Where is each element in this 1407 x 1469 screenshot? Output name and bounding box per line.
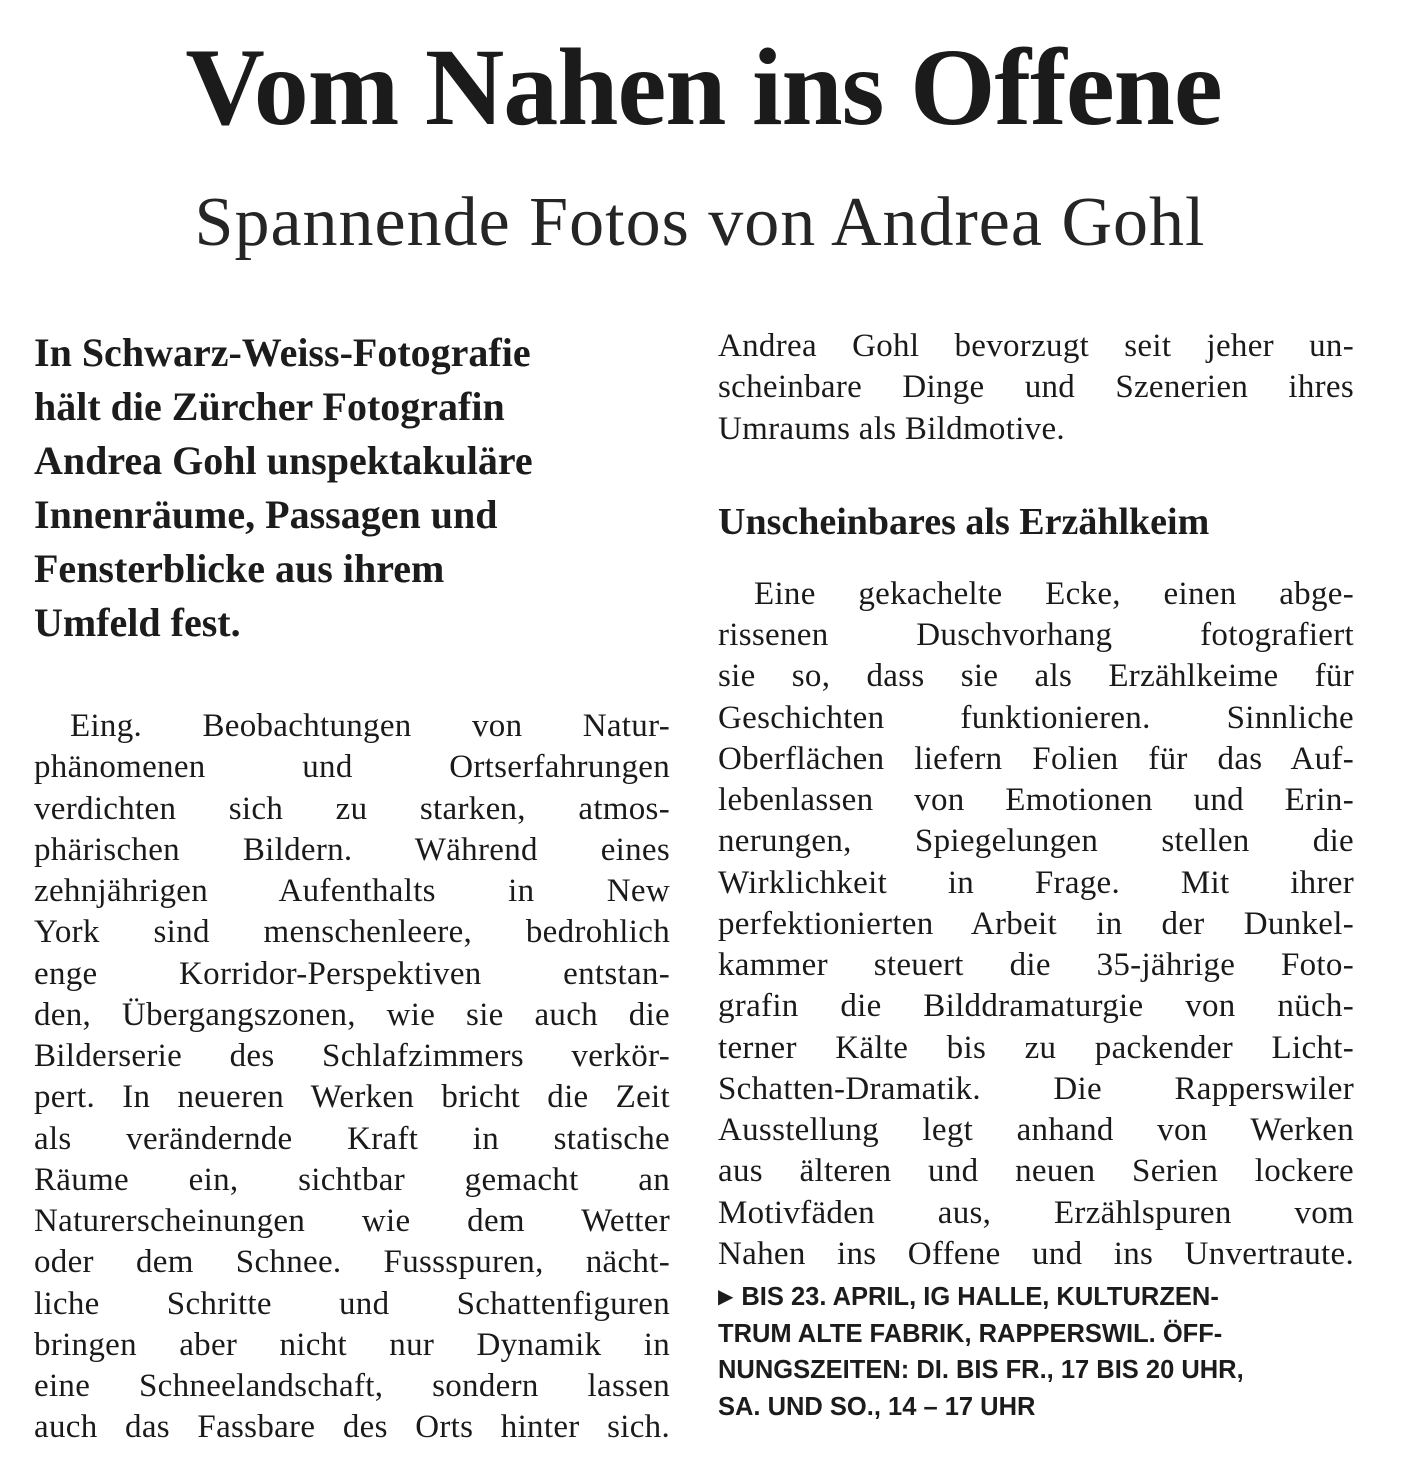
body-line: Naturerscheinungen wie dem Wetter — [34, 1203, 670, 1239]
body-line: phänomenen und Ortserfahrungen — [34, 749, 670, 786]
body-line: Umraums als Bildmotive. — [718, 410, 1065, 447]
body-line: rissenen Duschvorhang fotografiert — [718, 617, 1354, 653]
info-line: TRUM ALTE FABRIK, RAPPERSWIL. ÖFF- — [718, 1319, 1223, 1348]
body-line: Ausstellung legt anhand von Werken — [718, 1112, 1354, 1148]
body-line: kammer steuert die 35-jährige Foto- — [718, 947, 1354, 983]
body-line: Schatten-Dramatik. Die Rapperswiler — [718, 1070, 1354, 1107]
lead-line: hält die Zürcher Fotografin — [34, 384, 505, 429]
body-line: lebenlassen von Emotionen und Erin- — [718, 782, 1354, 818]
body-line: Eine gekachelte Ecke, einen abge- — [754, 575, 1354, 612]
body-line: nerungen, Spiegelungen stellen die — [718, 823, 1354, 860]
body-line: Motivfäden aus, Erzählspuren vom — [718, 1194, 1354, 1231]
body-line: Nahen ins Offene und ins Unvertraute. — [718, 1235, 1354, 1272]
body-line: sie so, dass sie als Erzählkeime für — [718, 658, 1354, 695]
lead-line: In Schwarz-Weiss-Fotografie — [34, 330, 531, 375]
body-line: York sind menschenleere, bedrohlich — [34, 914, 670, 951]
body-line: oder dem Schnee. Fussspuren, nächt- — [34, 1244, 670, 1281]
exhibition-info — [718, 1279, 1354, 1425]
body-paragraph-right — [718, 574, 1354, 1275]
lead-paragraph — [34, 326, 670, 650]
body-line: Wirklichkeit in Frage. Mit ihrer — [718, 864, 1354, 901]
body-line: terner Kälte bis zu packender Licht- — [718, 1029, 1354, 1066]
body-line: auch das Fassbare des Orts hinter sich. — [34, 1409, 670, 1446]
body-line: aus älteren und neuen Serien lockere — [718, 1153, 1354, 1190]
body-line: Räume ein, sichtbar gemacht an — [34, 1161, 670, 1198]
lead-line: Innenräume, Passagen und — [34, 492, 498, 537]
body-line: als verändernde Kraft in statische — [34, 1120, 670, 1157]
left-column — [34, 326, 670, 1449]
info-line: NUNGSZEITEN: DI. BIS FR., 17 BIS 20 UHR, — [718, 1356, 1244, 1384]
body-line: scheinbare Dinge und Szenerien ihres — [718, 369, 1354, 406]
body-line: Geschichten funktionieren. Sinnliche — [718, 699, 1354, 736]
body-line: Oberflächen liefern Folien für das Auf- — [718, 740, 1354, 777]
lead-line: Umfeld fest. — [34, 600, 241, 645]
body-line: Bilderserie des Schlafzimmers verkör- — [34, 1038, 670, 1074]
body-line: phärischen Bildern. Während eines — [34, 831, 670, 868]
triangle-marker-icon: ▶ — [718, 1286, 734, 1308]
body-line: enge Korridor-Perspektiven entstan- — [34, 955, 670, 992]
right-column — [718, 326, 1354, 1425]
body-line: perfektionierten Arbeit in der Dunkel- — [718, 905, 1354, 942]
body-line: Eing. Beobachtungen von Natur- — [70, 708, 670, 744]
article-headline: Vom Nahen ins Offene — [185, 26, 1222, 148]
info-line-text: BIS 23. APRIL, IG HALLE, KULTURZEN- — [741, 1283, 1219, 1311]
body-line: pert. In neueren Werken bricht die Zeit — [34, 1079, 670, 1116]
info-line — [718, 1279, 1354, 1316]
body-line: eine Schneelandschaft, sondern lassen — [34, 1368, 670, 1404]
section-subheading: Unscheinbares als Erzählkeim — [718, 500, 1210, 543]
body-paragraph-intro — [718, 326, 1354, 450]
body-line: grafin die Bilddramaturgie von nüch- — [718, 988, 1354, 1025]
body-line: liche Schritte und Schattenfiguren — [34, 1285, 670, 1322]
body-paragraph-left — [34, 706, 670, 1449]
body-line: bringen aber nicht nur Dynamik in — [34, 1326, 670, 1363]
lead-line: Andrea Gohl unspektakuläre — [34, 438, 533, 483]
body-line: den, Übergangszonen, wie sie auch die — [34, 996, 670, 1033]
lead-line: Fensterblicke aus ihrem — [34, 546, 445, 591]
body-line: Andrea Gohl bevorzugt seit jeher un- — [718, 328, 1354, 364]
info-line: SA. UND SO., 14 – 17 UHR — [718, 1392, 1036, 1421]
body-line: verdichten sich zu starken, atmos- — [34, 790, 670, 827]
body-line: zehnjährigen Aufenthalts in New — [34, 873, 670, 909]
article-subheadline: Spannende Fotos von Andrea Gohl — [194, 184, 1206, 261]
